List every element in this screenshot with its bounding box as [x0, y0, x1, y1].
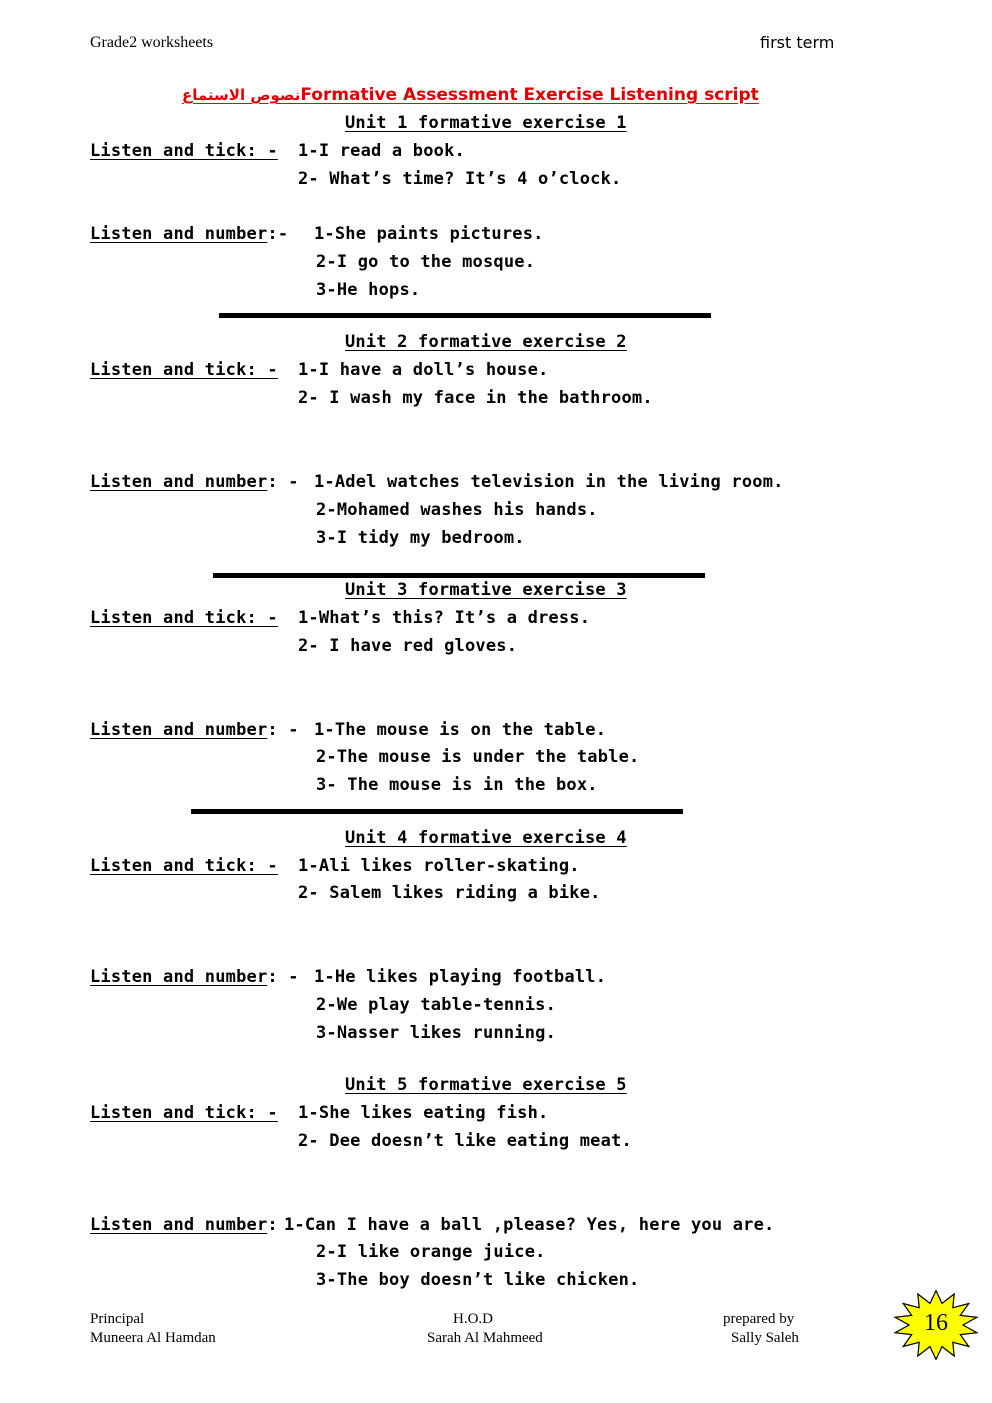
number-item: 2-We play table-tennis. [316, 995, 557, 1015]
tick-item: 1-What’s this? It’s a dress. [298, 608, 591, 628]
prepared-name: Sally Saleh [731, 1330, 799, 1346]
section-divider [219, 313, 711, 318]
hod-title: H.O.D [453, 1311, 493, 1327]
tick-item: 2- Dee doesn’t like eating meat. [298, 1131, 632, 1151]
title-arabic: نصوص الاستماع [182, 86, 301, 104]
unit-heading: Unit 4 formative exercise 4 [345, 828, 627, 848]
number-label-suffix: : [267, 1215, 278, 1235]
tick-label: Listen and tick: - [90, 856, 278, 876]
number-item: 1-She paints pictures. [314, 224, 544, 244]
unit-heading: Unit 2 formative exercise 2 [345, 332, 627, 352]
tick-label: Listen and tick: - [90, 1103, 278, 1123]
tick-item: 2- What’s time? It’s 4 o’clock. [298, 169, 622, 189]
number-label-suffix: : - [267, 720, 299, 740]
number-label: Listen and number [90, 1215, 268, 1235]
number-label-row [90, 472, 299, 492]
number-label-row [90, 224, 288, 244]
number-item: 3-He hops. [316, 280, 421, 300]
number-item: 2-I go to the mosque. [316, 252, 536, 272]
number-item: 2-The mouse is under the table. [316, 747, 640, 767]
number-label: Listen and number [90, 224, 268, 244]
number-item: 3-I tidy my bedroom. [316, 528, 525, 548]
unit-heading: Unit 3 formative exercise 3 [345, 580, 627, 600]
principal-title: Principal [90, 1311, 145, 1327]
tick-label: Listen and tick: - [90, 141, 278, 161]
number-label-suffix: : - [267, 472, 299, 492]
number-label-row [90, 1215, 278, 1235]
tick-item: 2- I wash my face in the bathroom. [298, 388, 653, 408]
number-item: 2-I like orange juice. [316, 1242, 546, 1262]
number-label-suffix: :- [267, 224, 289, 244]
number-item: 3-Nasser likes running. [316, 1023, 557, 1043]
header-left: Grade2 worksheets [90, 34, 214, 51]
page-number: 16 [924, 1310, 948, 1336]
tick-item: 1-Ali likes roller-skating. [298, 856, 580, 876]
header-right: first term [760, 33, 835, 52]
prepared-title: prepared by [723, 1311, 795, 1327]
tick-label: Listen and tick: - [90, 360, 278, 380]
page-title [182, 85, 759, 105]
tick-label: Listen and tick: - [90, 608, 278, 628]
tick-item: 2- Salem likes riding a bike. [298, 883, 601, 903]
unit-heading: Unit 1 formative exercise 1 [345, 113, 627, 133]
section-divider [191, 809, 683, 814]
section-divider [213, 573, 705, 578]
title-english: Formative Assessment Exercise Listening script [300, 85, 759, 105]
number-label-row [90, 967, 299, 987]
number-item: 3-The boy doesn’t like chicken. [316, 1270, 640, 1290]
number-label: Listen and number [90, 967, 268, 987]
number-item: 1-Can I have a ball ,please? Yes, here you are. [284, 1215, 775, 1235]
page-number-badge [893, 1290, 979, 1360]
unit-heading: Unit 5 formative exercise 5 [345, 1075, 627, 1095]
number-item: 1-The mouse is on the table. [314, 720, 607, 740]
hod-name: Sarah Al Mahmeed [427, 1330, 543, 1346]
number-item: 1-Adel watches television in the living room. [314, 472, 784, 492]
tick-item: 2- I have red gloves. [298, 636, 518, 656]
tick-item: 1-She likes eating fish. [298, 1103, 549, 1123]
number-item: 1-He likes playing football. [314, 967, 607, 987]
number-item: 3- The mouse is in the box. [316, 775, 598, 795]
number-label-suffix: : - [267, 967, 299, 987]
number-label: Listen and number [90, 472, 268, 492]
number-label: Listen and number [90, 720, 268, 740]
number-label-row [90, 720, 299, 740]
principal-name: Muneera Al Hamdan [90, 1330, 216, 1346]
number-item: 2-Mohamed washes his hands. [316, 500, 598, 520]
tick-item: 1-I have a doll’s house. [298, 360, 549, 380]
tick-item: 1-I read a book. [298, 141, 465, 161]
